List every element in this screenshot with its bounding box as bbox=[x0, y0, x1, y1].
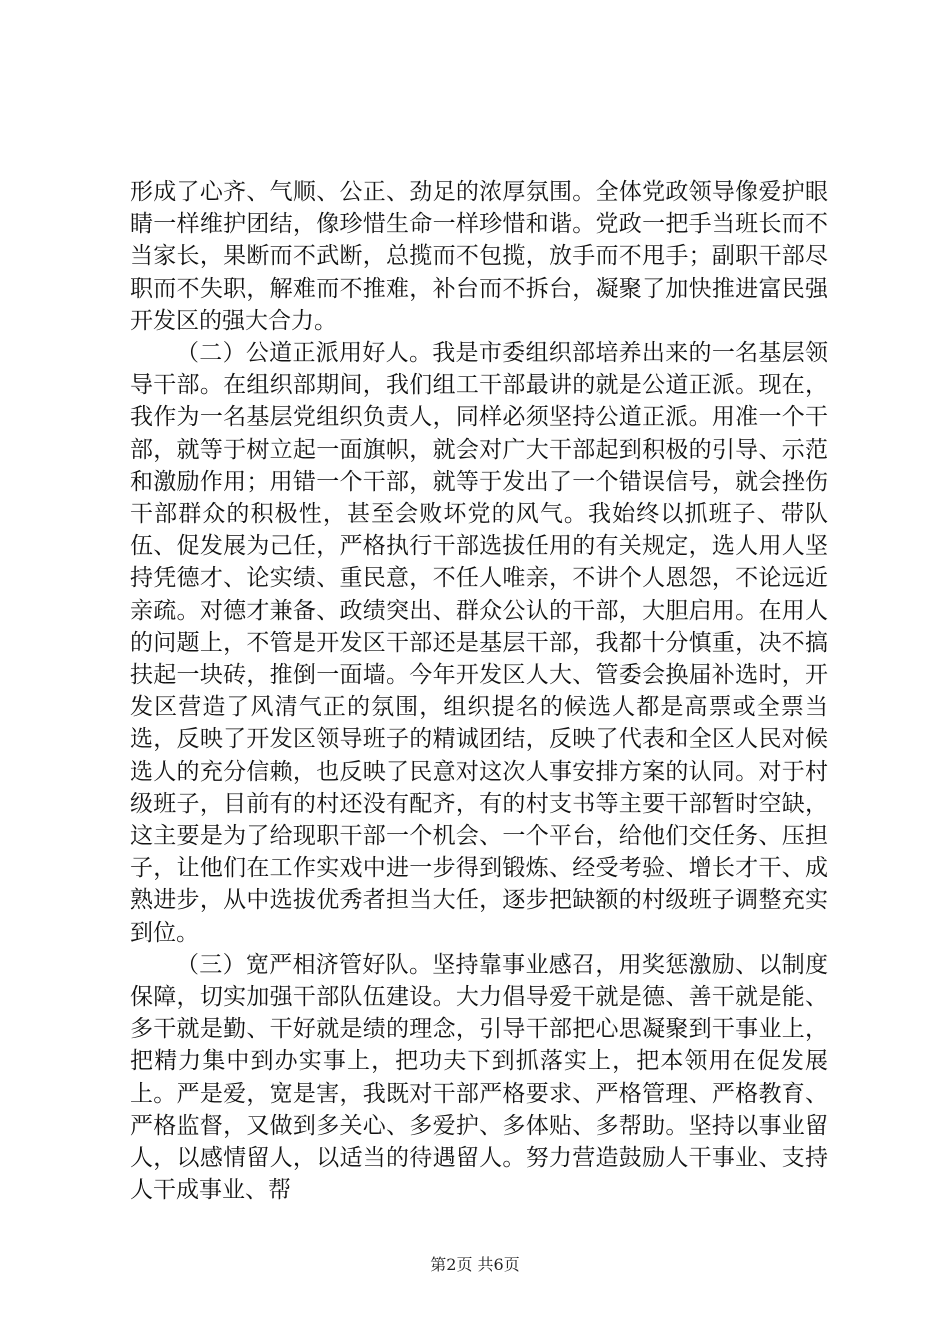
page-number-footer: 第2页 共6页 bbox=[430, 1255, 520, 1274]
paragraph-3: （三）宽严相济管好队。坚持靠事业感召，用奖惩激励、以制度保障，切实加强干部队伍建设。大力倡导爱干就是德、善干就是能、多干就是勤、干好就是绩的理念，引导干部把心思凝聚到干事业上，把精力集中到办实事上，把功夫下到抓落实上，把本领用在促发展上。严是爱，宽是害，我既对干部严格要求、严格管理、严格教育、严格监督，又做到多关心、多爱护、多体贴、多帮助。坚持以事业留人，以感情留人，以适当的待遇留人。努力营造鼓励人干事业、支持人干成事业、帮 bbox=[130, 951, 828, 1204]
paragraph-1: 形成了心齐、气顺、公正、劲足的浓厚氛围。全体党政领导像爱护眼睛一样维护团结，像珍惜生命一样珍惜和谐。党政一把手当班长而不当家长，果断而不武断，总揽而不包揽，放手而不甩手；副职干部尽职而不失职，解难而不推难，补台而不拆台，凝聚了加快推进富民强开发区的强大合力。 bbox=[130, 179, 828, 334]
paragraph-2: （二）公道正派用好人。我是市委组织部培养出来的一名基层领导干部。在组织部期间，我们组工干部最讲的就是公道正派。现在，我作为一名基层党组织负责人，同样必须坚持公道正派。用准一个干部，就等于树立起一面旗帜，就会对广大干部起到积极的引导、示范和激励作用；用错一个干部，就等于发出了一个错误信号，就会挫伤干部群众的积极性，甚至会败坏党的风气。我始终以抓班子、带队伍、促发展为己任，严格执行干部选拔任用的有关规定，选人用人坚持凭德才、论实绩、重民意，不任人唯亲，不讲个人恩怨，不论远近亲疏。对德才兼备、政绩突出、群众公认的干部，大胆启用。在用人的问题上，不管是开发区干部还是基层干部，我都十分慎重，决不搞扶起一块砖，推倒一面墙。今年开发区人大、管委会换届补选时，开发区营造了风清气正的氛围，组织提名的候选人都是高票或全票当选，反映了开发区领导班子的精诚团结，反映了代表和全区人民对候选人的充分信赖，也反映了民意对这次人事安排方案的认同。对于村级班子，目前有的村还没有配齐，有的村支书等主要干部暂时空缺，这主要是为了给现职干部一个机会、一个平台，给他们交任务、压担子，让他们在工作实戏中进一步得到锻炼、经受考验、增长才干、成熟进步，从中选拔优秀者担当大任，逐步把缺额的村级班子调整充实到位。 bbox=[130, 340, 828, 946]
document-body bbox=[130, 176, 828, 1207]
